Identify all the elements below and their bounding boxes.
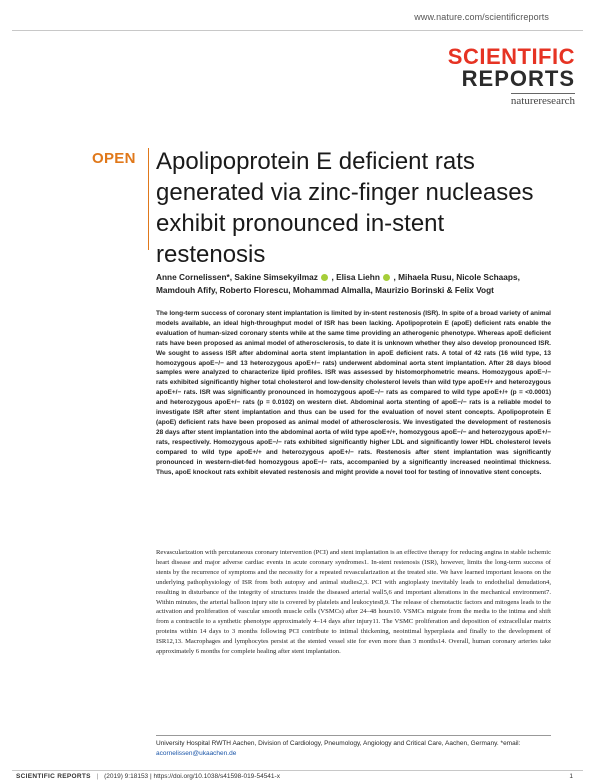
open-access-label: OPEN	[92, 150, 136, 167]
logo-line-scientific: SCIENTIFIC	[447, 44, 575, 69]
affiliation-text: University Hospital RWTH Aachen, Division of Cardiology, Pneumology, Angiology and Critical Care, Aachen, Germany. *email:	[156, 740, 521, 747]
correspondence-email[interactable]: acornelissen@ukaachen.de	[156, 749, 237, 757]
authors-part-1: Anne Cornelissen*, Sakine Simsekyilmaz	[156, 272, 318, 282]
orcid-icon[interactable]	[383, 274, 390, 281]
authors-part-2: , Elisa Liehn	[331, 272, 380, 282]
footer-journal-name: SCIENTIFIC REPORTS	[16, 773, 91, 780]
affiliation-note	[156, 739, 551, 758]
journal-url[interactable]: www.nature.com/scientificreports	[414, 12, 549, 22]
authors-part-3: , Mihaela Rusu, Nicole Schaaps,	[393, 272, 520, 282]
article-title: Apolipoprotein E deficient rats generated via zinc-finger nucleases exhibit pronounced in-stent restenosis	[156, 148, 534, 268]
authors-line-2: Mamdouh Afify, Roberto Florescu, Mohammad Almalla, Maurizio Borinski & Felix Vogt	[156, 285, 494, 295]
header-divider	[12, 30, 583, 31]
footer-citation[interactable]: (2019) 9:18153 | https://doi.org/10.1038/s41598-019-54541-x	[104, 773, 280, 780]
introduction-paragraph: Revascularization with percutaneous coronary intervention (PCI) and stent implantation is an effective therapy for reducing angina in stable ischemic heart disease and major adverse cardiac events in acute coronary syndromes1. In-stent restenosis (ISR), however, limits the long-term success of stents by the recurrence of symptoms and the necessity for a repeated revascularization at the treated site. We have learned important lessons on the underlying pathophysiology of ISR from both autopsy and animal studies2,3. PCI with angioplasty inevitably leads to endothelial denudation4, resulting in disturbance of the integrity of structures inside the diseased arterial wall5,6 and important alterations in the mechanical environment7. Within minutes, the arterial balloon injury site is covered by platelets and leukocytes8,9. The release of chemotactic factors and mitogens leads to the activation and proliferation of vascular smooth muscle cells (VSMCs) after 24–48 hours10. VSMCs migrate from the media to the intima and shift from a contractile to a synthetic phenotype approximately 4–14 days after injury11. The VSMC proliferation and deposition of extracellular matrix proteins within 14 days to 3 months following PCI contribute to intimal thickening, neointimal hyperplasia and finally to the development of ISR12,13. Macrophages and lymphocytes persist at the stented vessel site for even more than 3 months14. Overall, human coronary arteries take approximately 6 months for complete healing after stent implantation.	[156, 549, 551, 656]
abstract: The long-term success of coronary stent implantation is limited by in-stent restenosis (ISR). In spite of a broad variety of animal models available, an ideal high-throughput model of ISR has been lacking. Apolipoprotein E (apoE) deficient rats enable the evaluation of human-sized coronary stents while at the same time providing an atherogenic phenotype. Whereas apoE deficient rats have been proposed as animal model of atherosclerosis, to date it is unknown whether they also develop pronounced ISR. We sought to assess ISR after abdominal aorta stent implantation in apoE deficient rats. A total of 42 rats (16 wild type, 13 homozygous apoE−/− and 13 heterozygous apoE+/− rats) underwent abdominal aorta stent implantation. After 28 days blood samples were analyzed to characterize lipid profiles. ISR was assessed by histomorphometric means. Homozygous apoE−/− rats exhibited significantly higher total cholesterol and low-density cholesterol levels than wild type apoE+/+ and heterozygous apoE+/− rats. ISR was significantly pronounced in homozygous apoE−/− rats as compared to wild type apoE+/+ (p = <0.0001) and heterozygous apoE+/− rats (p = 0.0102) on western diet. Abdominal aorta stenting of apoE−/− rats is a reliable model to investigate ISR after stent implantation and thus can be used for the evaluation of novel stent concepts. Apolipoprotein E (apoE) deficient rats have been proposed as animal model of atherosclerosis. We investigated the development of restenosis 28 days after stent implantation into the abdominal aorta of wild type apoE+/+, homozygous apoE−/− and heterozygous apoE+/− rats, respectively. Homozygous apoE−/− rats exhibited significantly higher LDL and significantly lower HDL cholesterol levels compared to wild type apoE+/+ and heterozygous apoE+/− rats. Restenosis after stent implantation was significantly pronounced in western-diet-fed homozygous apoE−/− rats, accompanied by a significantly increased neointimal thickness. Thus, apoE knockout rats exhibit elevated restenosis and might provide a novel tool for testing of innovative stent concepts.	[156, 310, 551, 476]
page-footer	[16, 773, 280, 780]
footer-divider	[12, 770, 583, 771]
journal-logo	[415, 46, 575, 109]
title-accent-rule	[148, 148, 149, 250]
publisher-label: natureresearch	[510, 95, 575, 107]
affiliation-divider	[156, 735, 551, 736]
orcid-icon[interactable]	[321, 274, 328, 281]
page-number: 1	[569, 773, 573, 780]
author-list	[156, 271, 551, 297]
footer-separator: |	[96, 773, 99, 780]
logo-line-reports: REPORTS	[461, 66, 575, 91]
